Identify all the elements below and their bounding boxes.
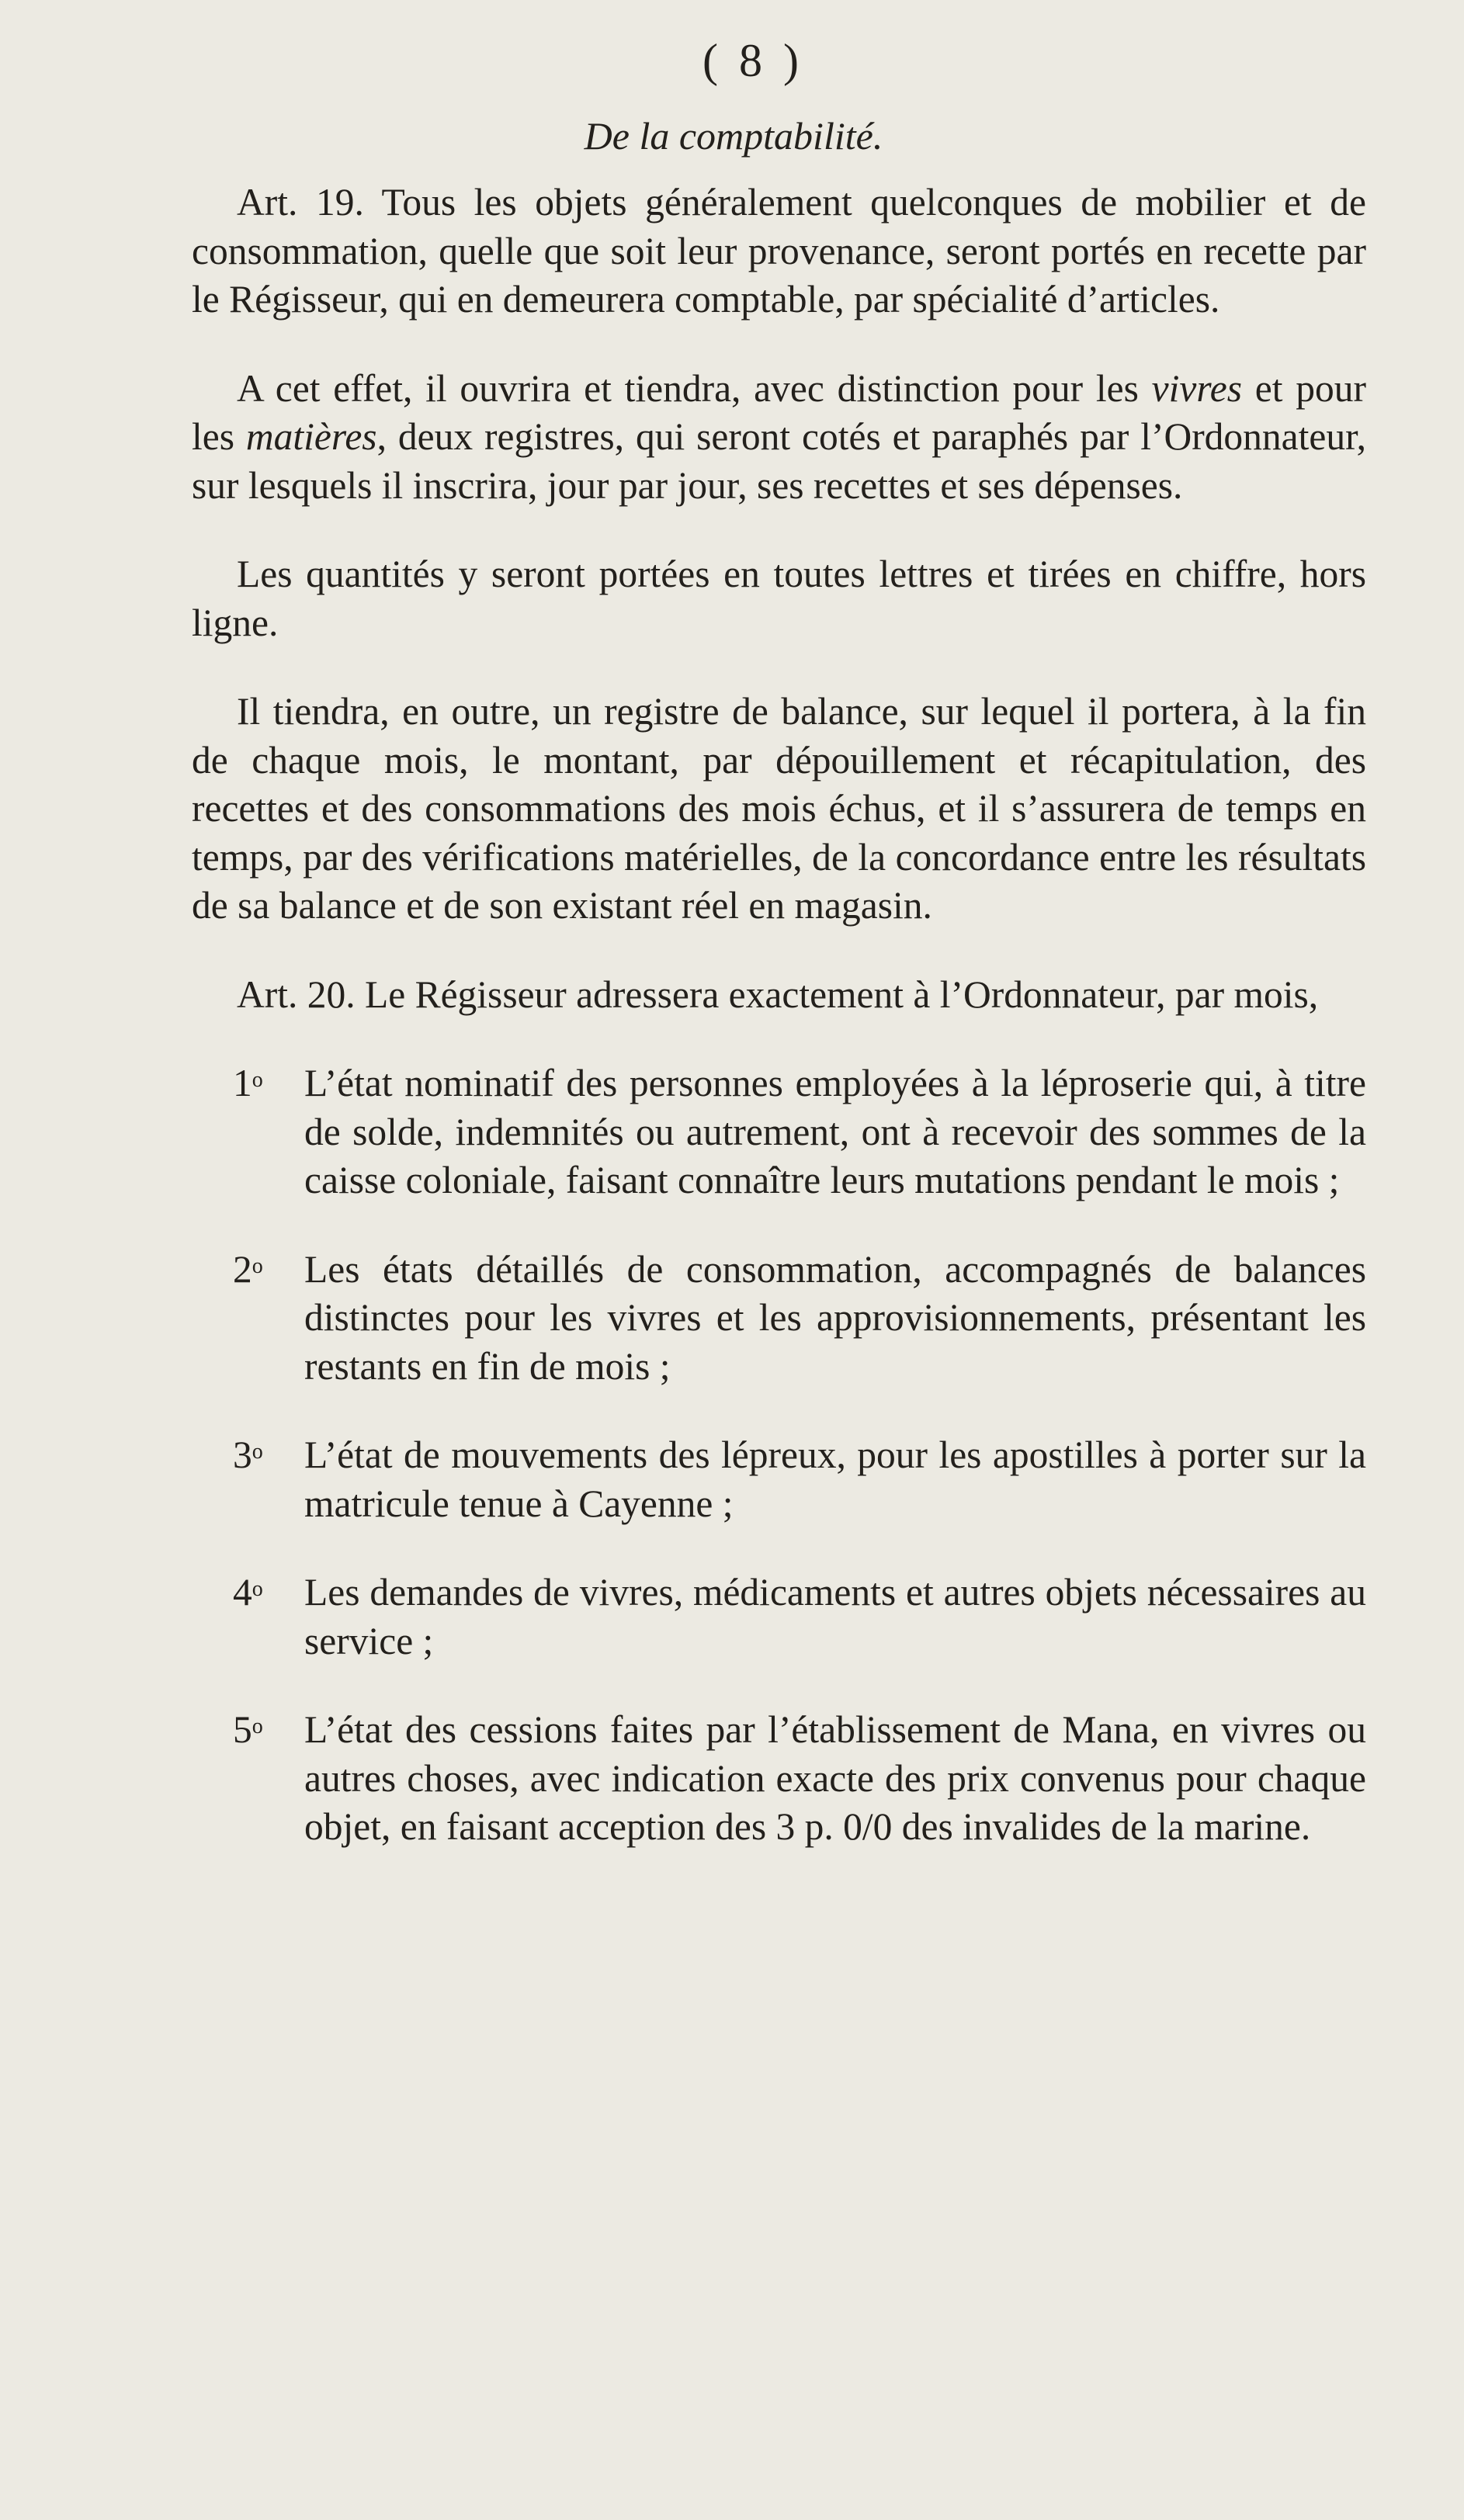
list-number: 2$^o$ — [233, 1247, 263, 1291]
list-item-text: Les états détaillés de consommation, accompagnés de balances distinctes pour les vivres et les approvisionnements, présentant les restants en fin de mois ; — [304, 1247, 1366, 1388]
page-number: ( 8 ) — [703, 35, 803, 86]
list-item-text: L’état nominatif des personnes employées à la léproserie qui, à titre de solde, indemnités ou autrement, ont à recevoir des sommes de la caisse coloniale, faisant connaître leurs mutations pendant le mois ; — [304, 1062, 1366, 1201]
document-body — [192, 179, 1366, 1892]
section-title: De la comptabilité. — [584, 114, 883, 158]
list-item-text: L’état de mouvements des lépreux, pour les apostilles à porter sur la matricule tenue à Cayenne ; — [304, 1433, 1366, 1525]
paragraph-art-19: Art. 19. Tous les objets généralement quelconques de mobilier et de consommation, quelle que soit leur provenance, seront portés en recette par le Régisseur, qui en demeurera comptable, par spécialité d’articles. — [192, 181, 1366, 321]
italic-matieres: matières — [245, 415, 377, 458]
list-item — [192, 1059, 1366, 1205]
paragraph-art-20: Art. 20. Le Régisseur adressera exactement à l’Ordonnateur, par mois, — [237, 972, 1319, 1016]
text-span: et pour les — [192, 366, 1366, 458]
list-item — [192, 1431, 1366, 1528]
numbered-list — [192, 1059, 1366, 1852]
paragraph-quantites: Les quantités y seront portées en toutes lettres et tirées en chiffre, hors ligne. — [192, 553, 1366, 644]
list-item-text: Les demandes de vivres, médicaments et autres objets nécessaires au service ; — [304, 1571, 1366, 1662]
list-item — [192, 1569, 1366, 1666]
list-number: 3$^o$ — [233, 1433, 263, 1476]
list-number: 4$^o$ — [233, 1571, 263, 1614]
italic-vivres: vivres — [1151, 366, 1242, 410]
list-item-text: L’état des cessions faites par l’établissement de Mana, en vivres ou autres choses, avec indication exacte des prix convenus pour chaque objet, en faisant acception des 3 p. 0/0 des invalides de la marine. — [304, 1708, 1366, 1848]
list-number: 5$^o$ — [233, 1708, 263, 1751]
list-number: 1$^o$ — [233, 1062, 263, 1104]
text-span: A cet effet, il ouvrira et tiendra, avec distinction pour les — [237, 366, 1139, 410]
text-span: , deux registres, qui seront cotés et paraphés par l’Ordonnateur, sur lesquels il inscrira, jour par jour, ses recettes et ses dépenses. — [192, 415, 1367, 507]
list-item — [192, 1246, 1366, 1392]
paragraph-balance: Il tiendra, en outre, un registre de balance, sur lequel il portera, à la fin de chaque mois, le montant, par dépouillement et récapitulation, des recettes et des consommations des mois échus, et il s’assurera de temps en temps, par des vérifications matérielles, de la concordance entre les résultats de sa balance et de son existant réel en magasin. — [192, 690, 1366, 927]
paragraph-registres — [192, 365, 1366, 511]
list-item — [192, 1706, 1366, 1852]
